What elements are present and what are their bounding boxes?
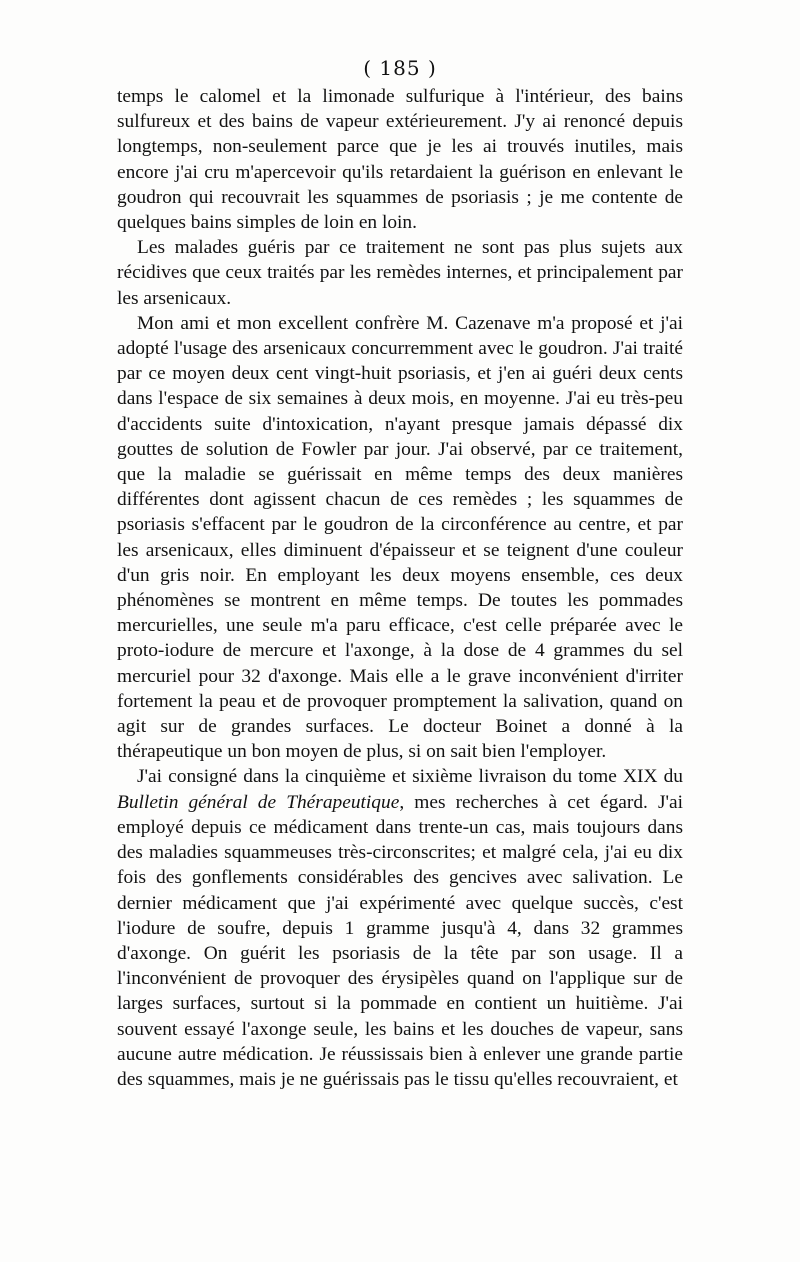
paragraph xyxy=(117,84,683,235)
paragraph-text: Les malades guéris par ce traitement ne sont pas plus sujets aux récidives que ceux traités par les remèdes internes, et principalement par les arsenicaux. xyxy=(117,237,683,309)
page-number: ( 185 ) xyxy=(363,56,437,80)
paragraph xyxy=(117,235,683,311)
body-text xyxy=(117,84,683,1092)
paragraph-text: Mon ami et mon excellent confrère M. Cazenave m'a proposé et j'ai adopté l'usage des arsenicaux concurremment avec le goudron. J'ai traité par ce moyen deux cent vingt-huit psoriasis, et j'en ai guéri deux cents dans l'espace de six semaines à deux mois, en moyenne. J'ai eu très-peu d'accidents suite d'intoxication, n'ayant presque jamais dépassé dix gouttes de solution de Fowler par jour. J'ai observé, par ce traitement, que la maladie se guérissait en même temps des deux manières différentes dont agissent chacun de ces remèdes ; les squammes de psoriasis s'effacent par le goudron de la circonférence au centre, et par les arsenicaux, elles diminuent d'épaisseur et se teignent d'une couleur d'un gris noir. En employant les deux moyens ensemble, ces deux phénomènes se montrent en même temps. De toutes les pommades mercurielles, une seule m'a paru efficace, c'est celle préparée avec le proto-iodure de mercure et l'axonge, à la dose de 4 grammes du sel mercuriel pour 32 d'axonge. Mais elle a le grave inconvénient d'irriter fortement la peau et de provoquer promptement la salivation, quand on agit sur de grandes surfaces. Le docteur Boinet a donné à la thérapeutique un bon moyen de plus, si on sait bien l'employer. xyxy=(117,312,683,763)
paragraph xyxy=(117,311,683,765)
paragraph-text: , mes recherches à cet égard. J'ai employé depuis ce médicament dans trente-un cas, mais toujours dans des maladies squammeuses très-circonscrites; et malgré cela, j'ai eu dix fois des gonflements considérables des gencives avec salivation. Le dernier médicament que j'ai expérimenté avec quelque succès, c'est l'iodure de soufre, depuis 1 gramme jusqu'à 4, dans 32 grammes d'axonge. On guérit les psoriasis de la tête par son usage. Il a l'inconvénient de provoquer des érysipèles quand on l'applique sur de larges surfaces, surtout si la pommade en contient un huitième. J'ai souvent essayé l'axonge seule, les bains et les douches de vapeur, sans aucune autre médication. Je réussissais bien à enlever une grande partie des squammes, mais je ne guérissais pas le tissu qu'elles recouvraient, et xyxy=(117,791,683,1090)
journal-title: Bulletin général de Thérapeutique xyxy=(117,791,400,813)
paragraph-text: temps le calomel et la limonade sulfurique à l'intérieur, des bains sulfureux et des bains de vapeur extérieurement. J'y ai renoncé depuis longtemps, non-seulement parce que je les ai trouvés inutiles, mais encore j'ai cru m'apercevoir qu'ils retardaient la guérison en enlevant le goudron qui recouvrait les squammes de psoriasis ; je me contente de quelques bains simples de loin en loin. xyxy=(117,86,683,234)
paragraph xyxy=(117,764,683,1092)
paragraph-text: J'ai consigné dans la cinquième et sixième livraison du tome XIX du xyxy=(137,766,683,788)
